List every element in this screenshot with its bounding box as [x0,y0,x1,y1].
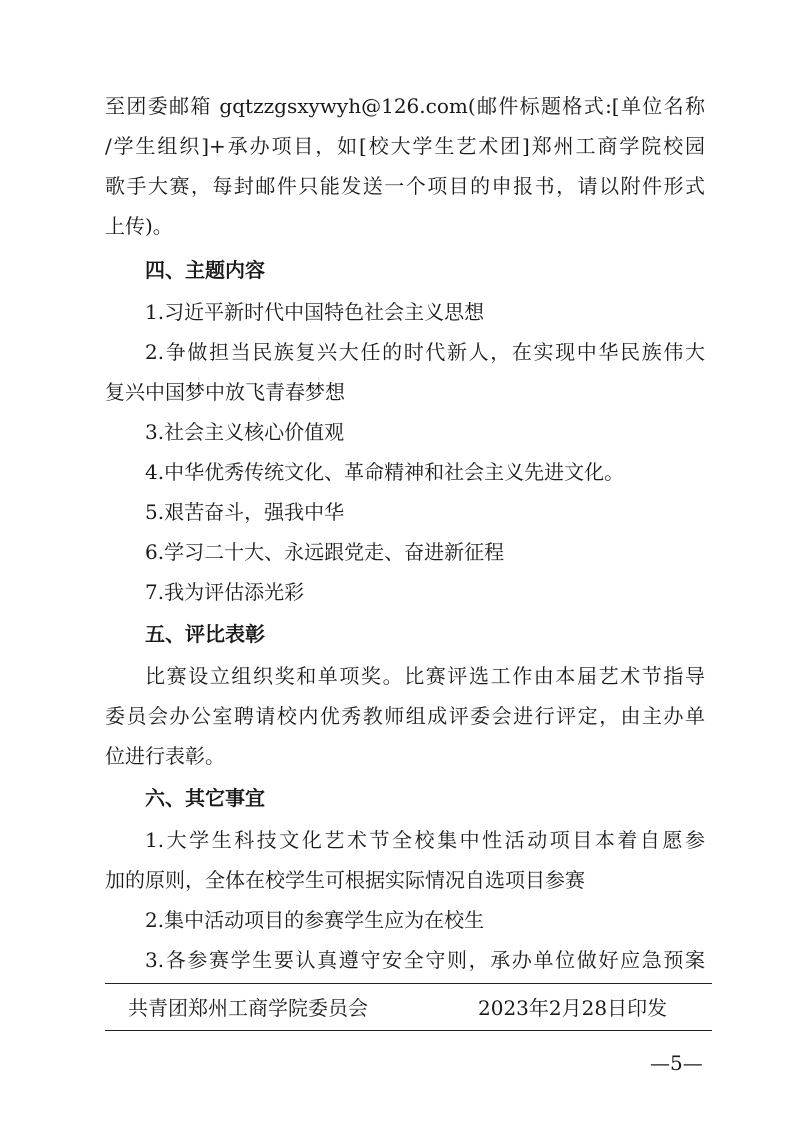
list-item: 2.争做担当民族复兴大任的时代新人，在实现中华民族伟大 [145,340,705,364]
body-line: 1.大学生科技文化艺术节全校集中性活动项目本着自愿参 [145,828,705,852]
section-heading: 五、评比表彰 [145,622,265,646]
list-item: 复兴中国梦中放飞青春梦想 [105,380,345,404]
body-line: /学生组织]+承办项目，如[校大学生艺术团]郑州工商学院校园 [105,134,705,158]
footer-bottom-rule [105,1030,712,1031]
body-line: 加的原则，全体在校学生可根据实际情况自选项目参赛 [105,868,585,892]
body-line: 2.集中活动项目的参赛学生应为在校生 [145,908,485,932]
list-item: 7.我为评估添光彩 [145,580,305,604]
page-number: —5— [650,1051,703,1075]
list-item: 5.艰苦奋斗，强我中华 [145,500,345,524]
list-item: 1.习近平新时代中国特色社会主义思想 [145,300,485,324]
body-line: 委员会办公室聘请校内优秀教师组成评委会进行评定，由主办单 [105,704,705,728]
footer-top-rule [105,983,712,984]
section-heading: 六、其它事宜 [145,786,265,810]
body-line: 至团委邮箱 gqtzzgsxywyh@126.com(邮件标题格式:[单位名称 [105,94,705,118]
list-item: 3.社会主义核心价值观 [145,420,345,444]
list-item: 6.学习二十大、永远跟党走、奋进新征程 [145,540,505,564]
list-item: 4.中华优秀传统文化、革命精神和社会主义先进文化。 [145,460,625,484]
issuer-name: 共青团郑州工商学院委员会 [128,996,368,1020]
body-line: 位进行表彰。 [105,744,225,768]
body-line: 3.各参赛学生要认真遵守安全守则，承办单位做好应急预案 [145,948,705,972]
section-heading: 四、主题内容 [145,258,265,282]
issue-date: 2023年2月28日印发 [478,996,668,1020]
body-line: 上传)。 [105,214,173,238]
body-line: 比赛设立组织奖和单项奖。比赛评选工作由本届艺术节指导 [145,664,705,688]
body-line: 歌手大赛，每封邮件只能发送一个项目的申报书，请以附件形式 [105,174,705,198]
